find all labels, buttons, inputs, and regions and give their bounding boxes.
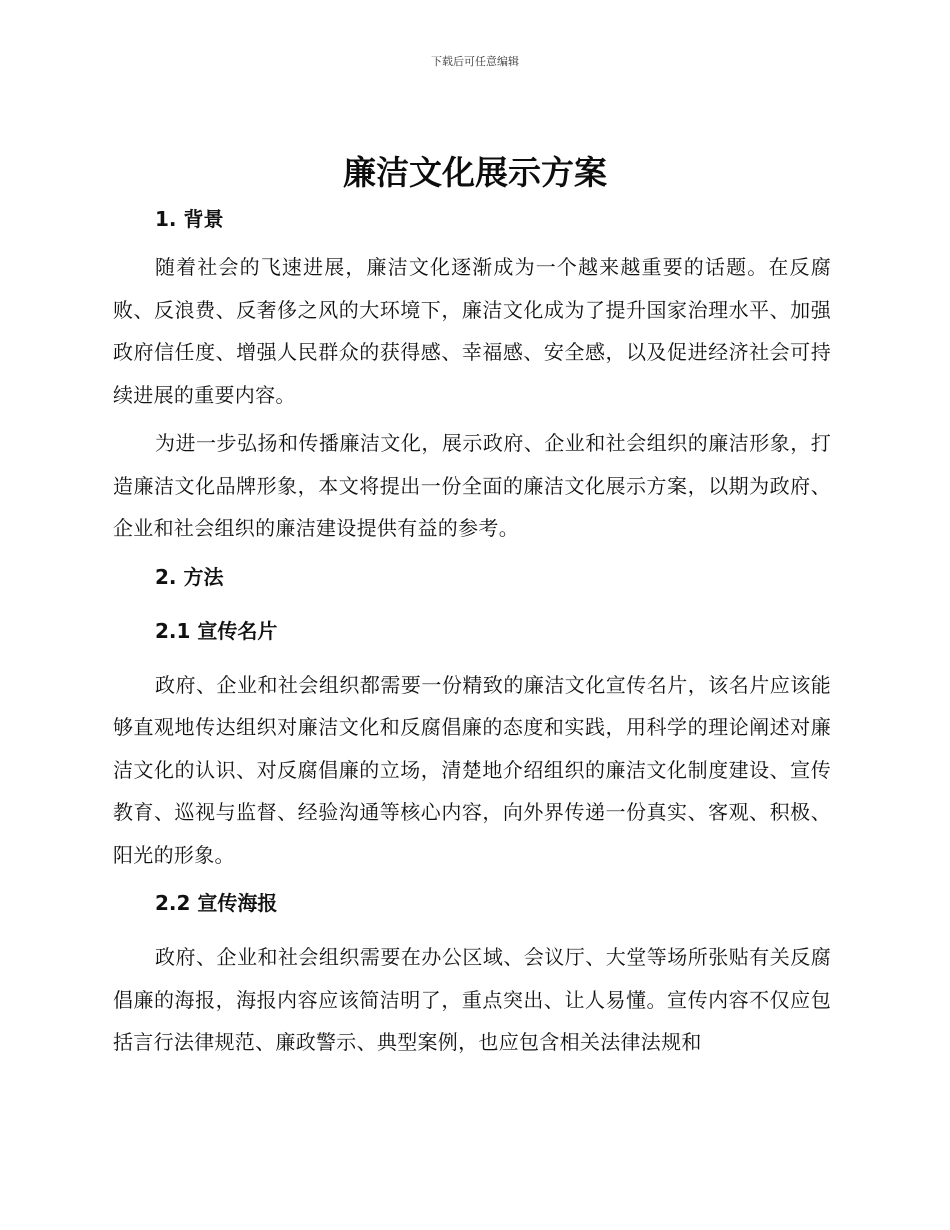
document-body xyxy=(113,198,831,1070)
subsection-heading-business-card: 2.1 宣传名片 xyxy=(155,618,278,643)
section-heading-background: 1. 背景 xyxy=(155,207,224,231)
paragraph-business-card: 政府、企业和社会组织都需要一份精致的廉洁文化宣传名片，该名片应该能够直观地传达组织对廉洁文化和反腐倡廉的态度和实践，用科学的理论阐述对廉洁文化的认识、对反腐倡廉的立场，清楚地介绍组织的廉洁文化制度建设、宣传教育、巡视与监督、经验沟通等核心内容，向外界传递一份真实、客观、积极、阳光的形象。 xyxy=(113,672,831,867)
paragraph-background-2: 为进一步弘扬和传播廉洁文化，展示政府、企业和社会组织的廉洁形象，打造廉洁文化品牌形象，本文将提出一份全面的廉洁文化展示方案，以期为政府、企业和社会组织的廉洁建设提供有益的参考。 xyxy=(113,431,831,540)
page-header-note: 下载后可任意编辑 xyxy=(431,55,519,68)
paragraph-poster: 政府、企业和社会组织需要在办公区域、会议厅、大堂等场所张贴有关反腐倡廉的海报，海报内容应该简洁明了，重点突出、让人易懂。宣传内容不仅应包括言行法律规范、廉政警示、典型案例，也应包含相关法律法规和 xyxy=(113,945,831,1054)
section-heading-method: 2. 方法 xyxy=(155,564,224,589)
document-title: 廉洁文化展示方案 xyxy=(343,153,607,192)
paragraph-background-1: 随着社会的飞速进展，廉洁文化逐渐成为一个越来越重要的话题。在反腐败、反浪费、反奢侈之风的大环境下，廉洁文化成为了提升国家治理水平、加强政府信任度、增强人民群众的获得感、幸福感、安全感，以及促进经济社会可持续进展的重要内容。 xyxy=(113,255,831,407)
subsection-heading-poster: 2.2 宣传海报 xyxy=(155,891,278,915)
